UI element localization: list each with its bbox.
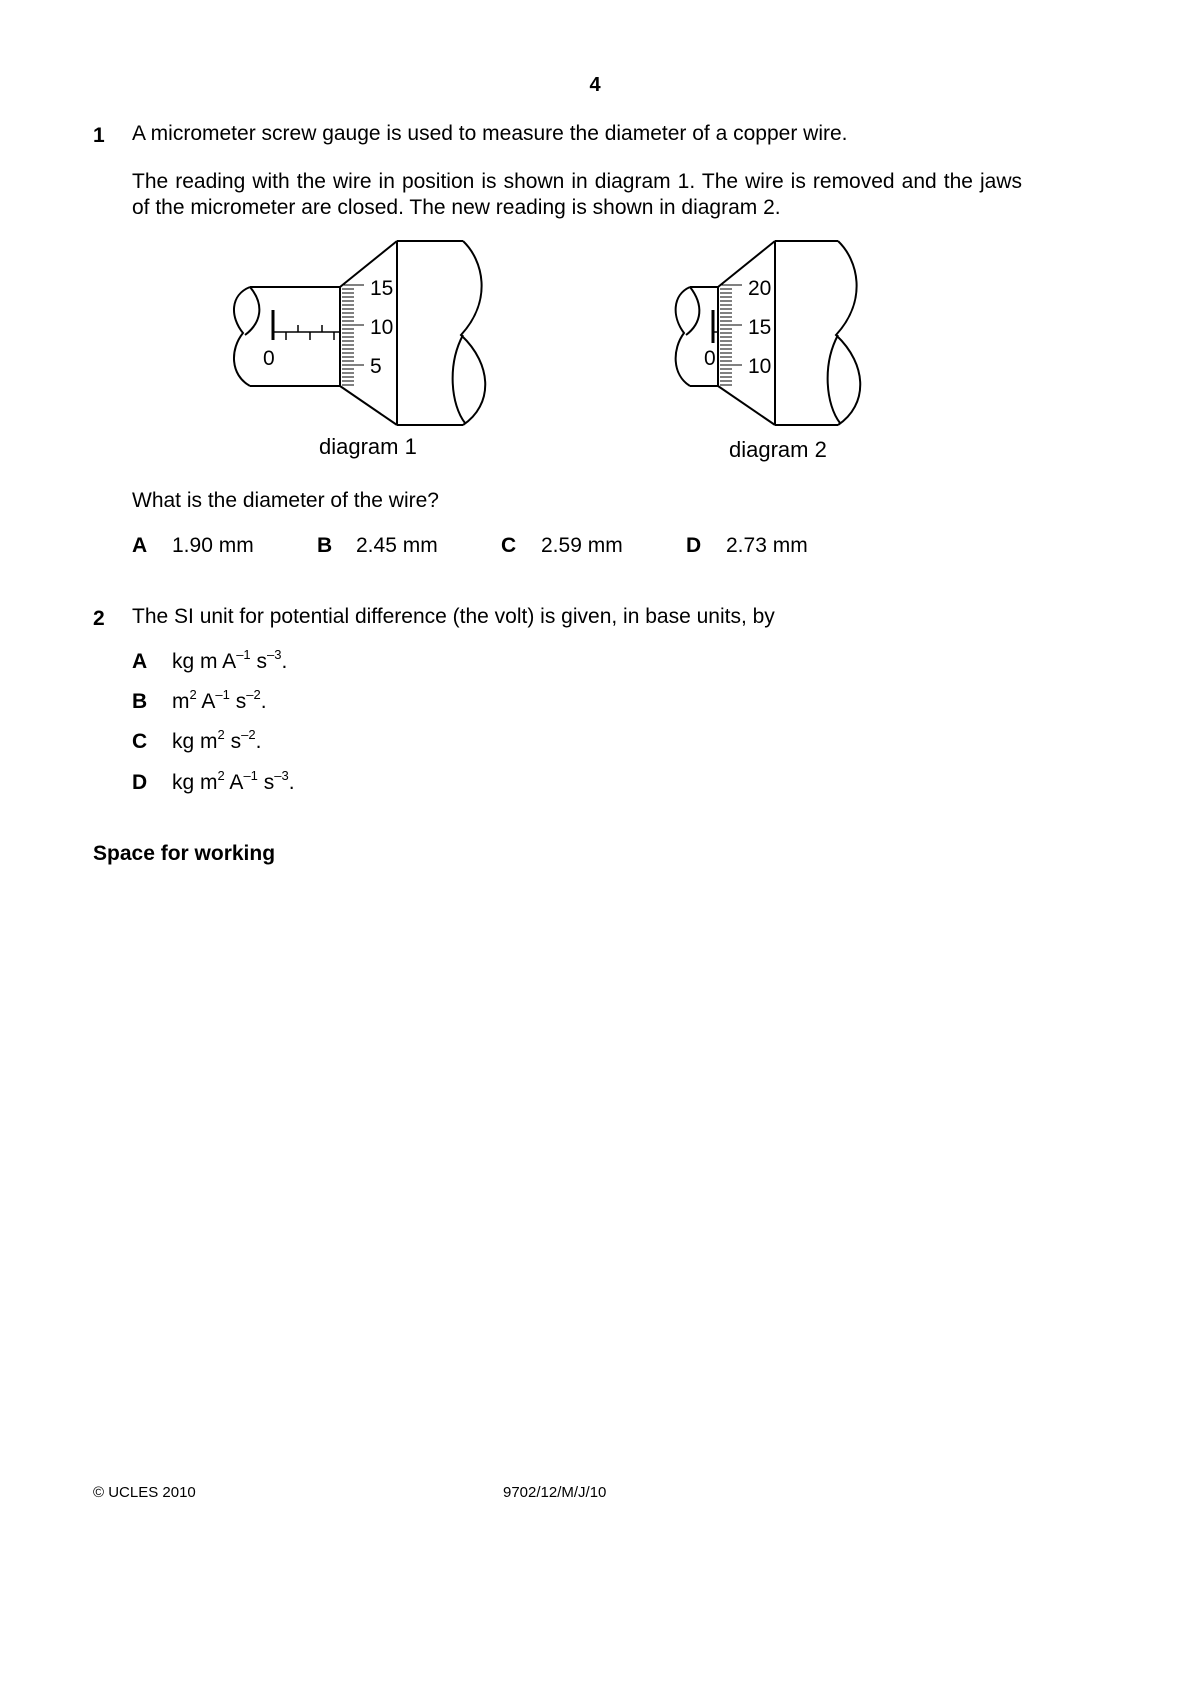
diagram-2-thimble-label: 10 bbox=[748, 355, 772, 378]
q1-option-text: 1.90 mm bbox=[172, 534, 254, 557]
footer-paper-code: 9702/12/M/J/10 bbox=[503, 1484, 607, 1501]
q2-option-a-unit: kg m $A^{-1}$ $s^{-3}$. bbox=[172, 647, 288, 673]
micrometer-diagram-2 bbox=[670, 235, 880, 430]
diagram-2-thimble-label: 20 bbox=[748, 277, 772, 300]
q2-option-letter: C bbox=[132, 730, 148, 753]
page-number: 4 bbox=[589, 74, 601, 96]
diagram-1-caption: diagram 1 bbox=[319, 434, 417, 459]
q2-option-d-unit: kg $m^2$ $A^{-1}$ $s^{-3}$. bbox=[172, 768, 295, 794]
question-1-stem: A micrometer screw gauge is used to measure the diameter of a copper wire. bbox=[132, 122, 848, 145]
question-1-prompt: What is the diameter of the wire? bbox=[132, 489, 439, 512]
diagram-1-thimble-label: 5 bbox=[370, 355, 382, 378]
diagram-2-sleeve-zero: 0 bbox=[704, 347, 716, 370]
question-2-number: 2 bbox=[93, 607, 105, 630]
q1-option-text: 2.59 mm bbox=[541, 534, 623, 557]
micrometer-diagram-1 bbox=[225, 235, 505, 430]
question-2-stem: The SI unit for potential difference (the volt) is given, in base units, by bbox=[132, 605, 775, 628]
space-for-working-heading: Space for working bbox=[93, 842, 276, 865]
diagram-1-thimble-label: 15 bbox=[370, 277, 394, 300]
q1-option-letter: A bbox=[132, 534, 148, 557]
diagram-2-caption: diagram 2 bbox=[729, 437, 827, 462]
q1-option-text: 2.73 mm bbox=[726, 534, 808, 557]
q2-option-letter: B bbox=[132, 690, 148, 713]
q2-option-letter: A bbox=[132, 650, 148, 673]
q2-option-c-unit: kg $m^2$ $s^{-2}$. bbox=[172, 727, 262, 753]
question-1-context: The reading with the wire in position is shown in diagram 1. The wire is removed and the jaws of the micrometer are closed. The new reading is shown in diagram 2. bbox=[132, 170, 1022, 219]
diagram-2-thimble-label: 15 bbox=[748, 316, 772, 339]
diagram-1-thimble-label: 10 bbox=[370, 316, 394, 339]
question-1-number: 1 bbox=[93, 124, 105, 147]
q2-option-b-unit: $m^2$ $A^{-1}$ $s^{-2}$. bbox=[172, 687, 267, 713]
diagram-1-sleeve-zero: 0 bbox=[263, 347, 275, 370]
q1-option-letter: C bbox=[501, 534, 517, 557]
footer-copyright: © UCLES 2010 bbox=[93, 1484, 196, 1501]
q1-option-letter: D bbox=[686, 534, 702, 557]
q1-option-text: 2.45 mm bbox=[356, 534, 438, 557]
q2-option-letter: D bbox=[132, 771, 148, 794]
q1-option-letter: B bbox=[317, 534, 333, 557]
